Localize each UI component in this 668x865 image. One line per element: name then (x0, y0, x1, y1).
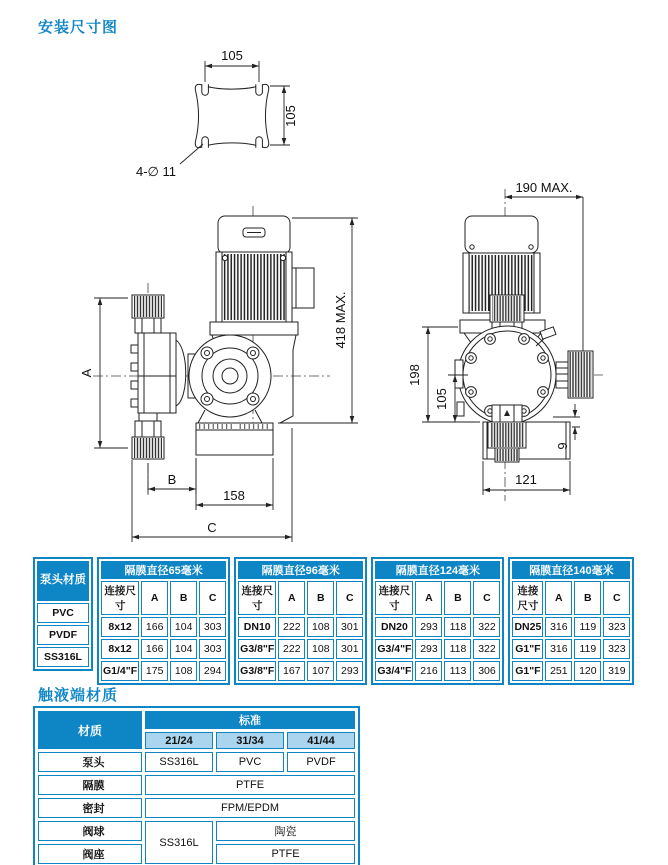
table-cell: 108 (307, 639, 334, 659)
section-title-materials: 触液端材质 (38, 687, 119, 704)
dim-group-table-65 (97, 557, 230, 685)
dim-group-table-124 (371, 557, 504, 685)
plate-outline (195, 84, 268, 148)
plate-dim-width (205, 48, 259, 82)
table-cell: G1"F (512, 661, 543, 681)
column-header: B (444, 581, 471, 615)
table-cell: FPM/EPDM (145, 798, 355, 818)
plate-dim-height (270, 86, 298, 145)
dim-label-plate-width: 105 (221, 48, 243, 63)
table-cell: 293 (336, 661, 363, 681)
column-header: C (336, 581, 363, 615)
dim-label-9: 9 (555, 442, 570, 450)
table-cell: 118 (444, 639, 471, 659)
dim-label-c: C (207, 520, 217, 535)
table-cell: PVDF (287, 752, 355, 772)
row-label: 隔膜 (38, 775, 142, 795)
table-cell: 293 (415, 617, 442, 637)
wetted-materials-table (33, 706, 360, 865)
table-cell: 118 (444, 617, 471, 637)
table-cell: 119 (574, 639, 601, 659)
pump-head (131, 295, 186, 459)
table-cell: 107 (307, 661, 334, 681)
column-header: 连接尺寸 (375, 581, 413, 615)
dim-group-table-96 (234, 557, 367, 685)
column-header: B (307, 581, 334, 615)
table-cell: 167 (278, 661, 305, 681)
table-cell: 166 (141, 617, 168, 637)
row-label: 阀座 (38, 844, 142, 864)
table-cell: G3/8"F (238, 661, 276, 681)
table-cell: 108 (170, 661, 197, 681)
dimension-a (79, 298, 128, 448)
dim-label-158: 158 (223, 488, 245, 503)
table-cell: G3/4"F (375, 661, 413, 681)
dim-label-105: 105 (434, 388, 449, 410)
group-title: 隔膜直径65毫米 (101, 561, 226, 579)
table-cell: 322 (473, 639, 500, 659)
dim-label-b: B (167, 472, 177, 487)
column-header: B (574, 581, 601, 615)
table-cell: 319 (603, 661, 630, 681)
column-header: B (170, 581, 197, 615)
dim-group-table-140 (508, 557, 634, 685)
dimension-tables (33, 557, 634, 685)
table-cell: 294 (199, 661, 226, 681)
table-cell: SS316L (145, 752, 213, 772)
table-cell: DN25 (512, 617, 543, 637)
page-title: 安装尺寸图 (38, 19, 119, 36)
dim-label-198: 198 (407, 364, 422, 386)
table-cell: PTFE (145, 775, 355, 795)
table-cell: 222 (278, 617, 305, 637)
base (196, 423, 273, 455)
material-corner-header: 材质 (38, 711, 142, 749)
table-cell: PTFE (216, 844, 355, 864)
corner-header: 泵头材质 (37, 561, 89, 601)
column-header: C (199, 581, 226, 615)
dim-label-190: 190 MAX. (515, 183, 573, 195)
column-header: 连接尺寸 (238, 581, 276, 615)
adjustment-knob (556, 351, 593, 398)
dimension-158 (196, 458, 273, 510)
table-cell: 303 (199, 617, 226, 637)
side-view-drawing (398, 183, 663, 513)
gearbox (188, 335, 271, 423)
row-label: 密封 (38, 798, 142, 818)
table-cell: 175 (141, 661, 168, 681)
column-header: A (141, 581, 168, 615)
column-header: A (278, 581, 305, 615)
pump-head-material-table (33, 557, 93, 671)
group-title: 隔膜直径140毫米 (512, 561, 630, 579)
table-cell: 306 (473, 661, 500, 681)
table-cell: 216 (415, 661, 442, 681)
table-cell: 301 (336, 617, 363, 637)
table-cell: DN20 (375, 617, 413, 637)
table-cell: 108 (307, 617, 334, 637)
table-cell: 8x12 (101, 639, 139, 659)
table-cell: SS316L (145, 821, 213, 864)
material-row-label: PVDF (37, 625, 89, 645)
column-header: 连接尺寸 (101, 581, 139, 615)
table-cell: 113 (444, 661, 471, 681)
table-cell: 301 (336, 639, 363, 659)
table-cell: 104 (170, 639, 197, 659)
table-cell: 322 (473, 617, 500, 637)
table-cell: 293 (415, 639, 442, 659)
column-header: C (603, 581, 630, 615)
table-cell: G3/8"F (238, 639, 276, 659)
table-cell: 166 (141, 639, 168, 659)
column-header: 连接尺寸 (512, 581, 543, 615)
material-row-label: PVC (37, 603, 89, 623)
table-cell: 323 (603, 617, 630, 637)
table-cell: G3/4"F (375, 639, 413, 659)
base-plate-drawing (118, 45, 333, 185)
dim-label-121: 121 (515, 472, 537, 487)
table-cell: 陶瓷 (216, 821, 355, 841)
standard-header: 标准 (145, 711, 355, 729)
front-view-drawing (58, 190, 380, 555)
column-header: A (415, 581, 442, 615)
dimension-b (148, 458, 196, 494)
table-cell: 119 (574, 617, 601, 637)
column-header: C (473, 581, 500, 615)
group-title: 隔膜直径124毫米 (375, 561, 500, 579)
table-cell: 316 (545, 639, 572, 659)
table-cell: G1"F (512, 639, 543, 659)
dim-label-418: 418 MAX. (333, 291, 348, 349)
table-cell: 104 (170, 617, 197, 637)
dim-label-plate-holes: 4-∅ 11 (136, 164, 176, 179)
dim-label-a: A (79, 368, 94, 378)
table-cell: 316 (545, 617, 572, 637)
group-title: 隔膜直径96毫米 (238, 561, 363, 579)
table-cell: 120 (574, 661, 601, 681)
table-cell: PVC (216, 752, 284, 772)
plate-holes-callout (136, 144, 203, 179)
column-header: A (545, 581, 572, 615)
table-cell: 251 (545, 661, 572, 681)
table-cell: 303 (199, 639, 226, 659)
table-cell: G1/4"F (101, 661, 139, 681)
model-column-header: 41/44 (287, 732, 355, 749)
model-column-header: 31/34 (216, 732, 284, 749)
model-column-header: 21/24 (145, 732, 213, 749)
material-row-label: SS316L (37, 647, 89, 667)
row-label: 阀球 (38, 821, 142, 841)
table-cell: 323 (603, 639, 630, 659)
row-label: 泵头 (38, 752, 142, 772)
dim-label-plate-height: 105 (283, 105, 298, 127)
table-cell: 222 (278, 639, 305, 659)
table-cell: DN10 (238, 617, 276, 637)
table-cell: 8x12 (101, 617, 139, 637)
dimension-121 (483, 461, 570, 495)
